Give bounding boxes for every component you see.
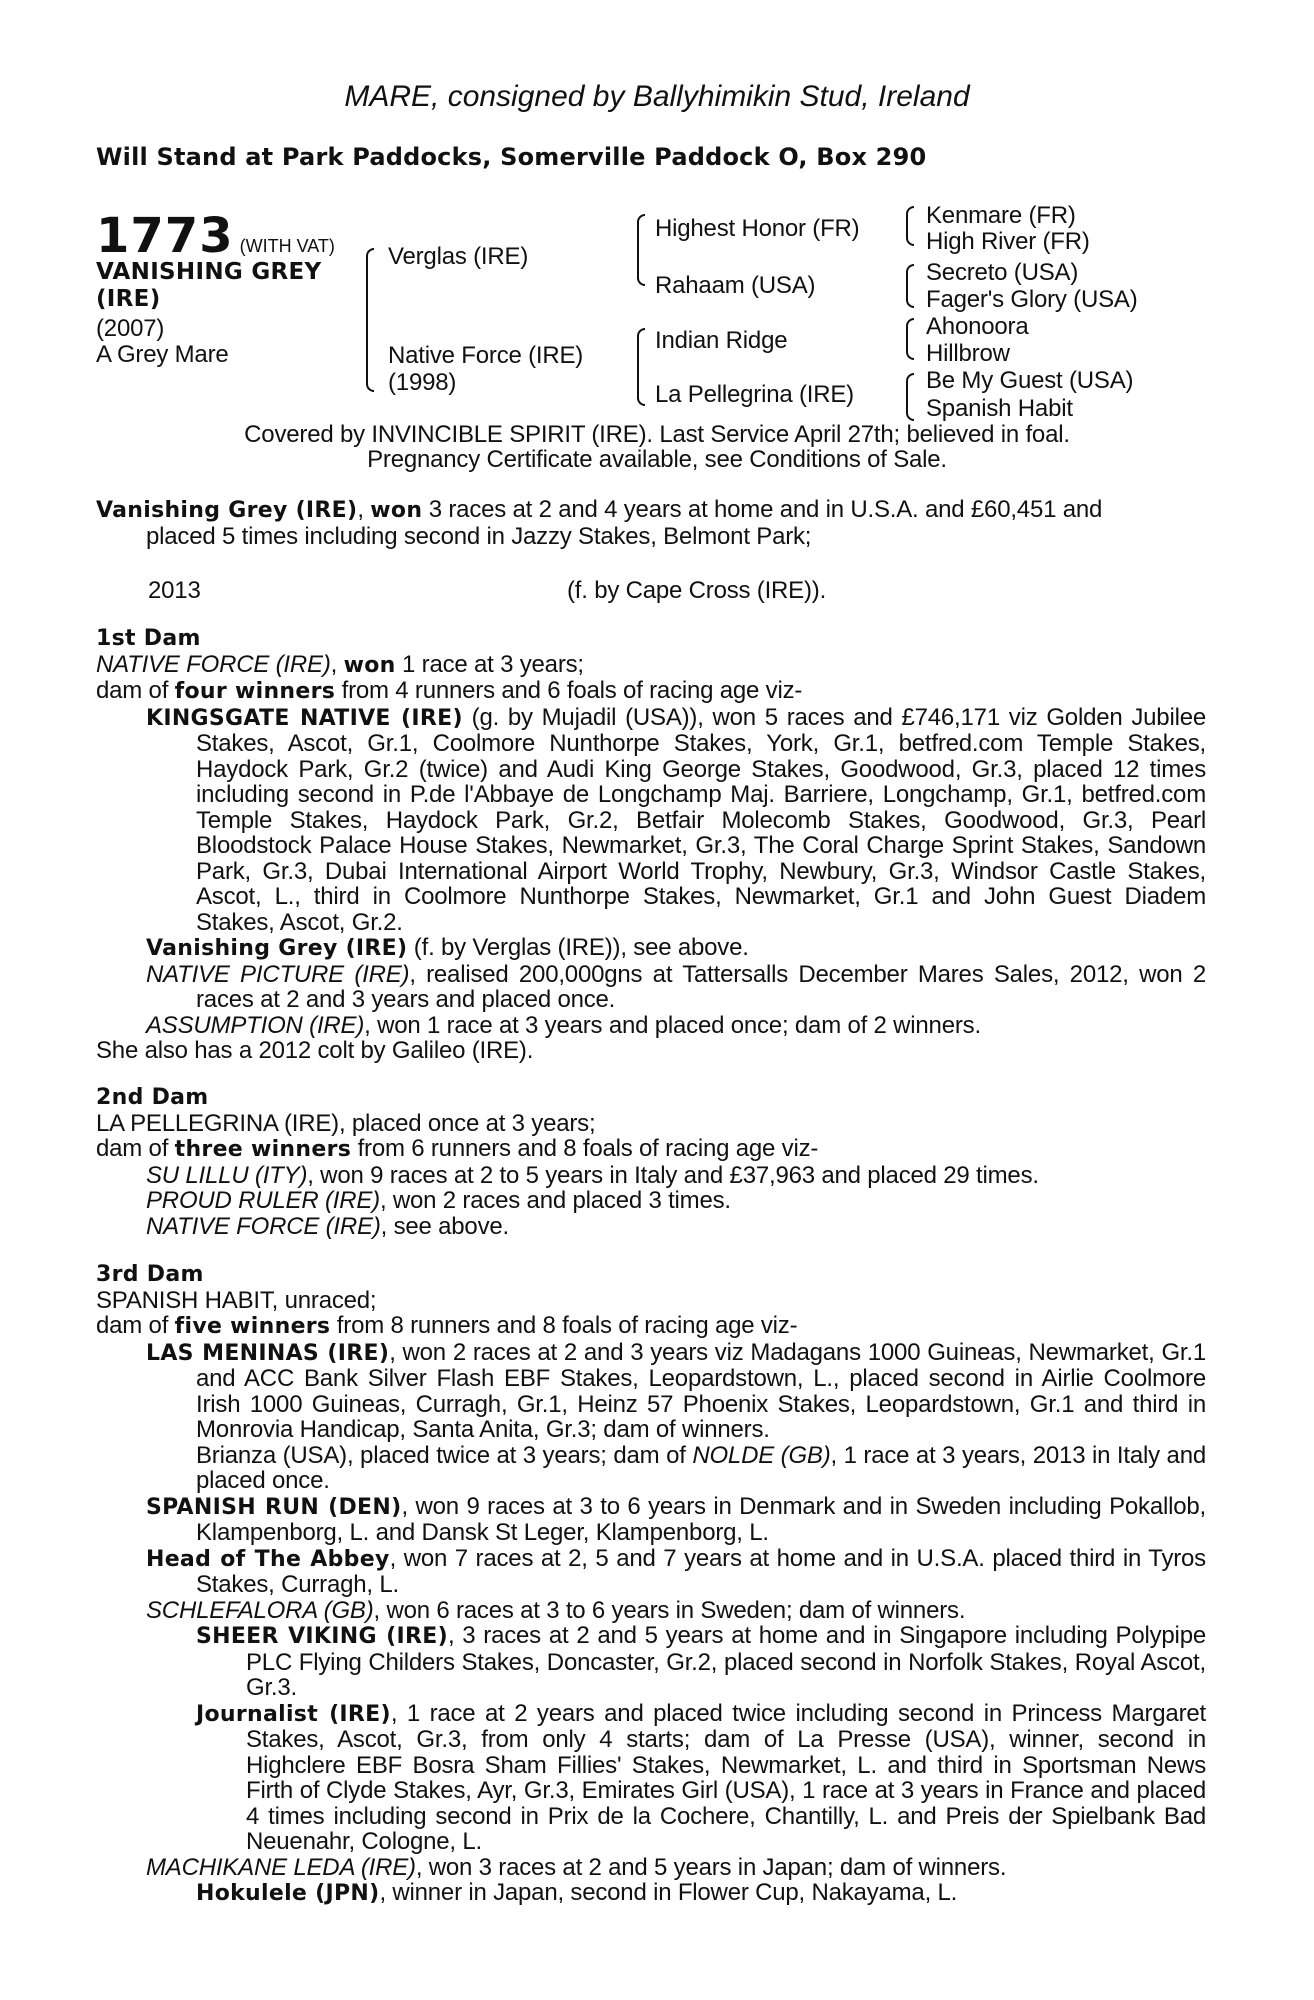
runners-foals: from 6 runners and 8 foals of racing age viz- <box>351 1135 819 1162</box>
las-meninas-text: , won 2 races at 2 and 3 years viz Madagans 1000 Guineas, Newmarket, Gr.1 and ACC Bank Silver Flash EBF Stakes, Leopardstown, L., placed second in Airlie Coolmore Irish 1000 Guineas, Curragh, Gr.1, Heinz 57 Phoenix Stakes, Leopardstown, Gr.1 and third in Monrovia Handicap, Santa Anita, Gr.3; dam of winners. <box>196 1338 1206 1443</box>
su-lillu-text: , won 9 races at 2 to 5 years in Italy and £37,963 and placed 29 times. <box>307 1161 1039 1189</box>
journalist-name: Journalist (IRE) <box>196 1701 391 1727</box>
first-dam-name: NATIVE FORCE (IRE) <box>96 650 331 678</box>
produce-desc: (f. by Cape Cross (IRE)). <box>567 577 827 604</box>
pedigree-ds: Indian Ridge <box>655 327 788 354</box>
picture-text: , realised 200,000gns at Tattersalls December Mares Sales, 2012, won 2 races at 2 and 3 years and placed once. <box>196 960 1206 1013</box>
schlefalora-text: , won 6 races at 3 to 6 years in Sweden; dam of winners. <box>373 1596 966 1624</box>
sheer-viking-text: , 3 races at 2 and 5 years at home and in Singapore including Polypipe PLC Flying Childers Stakes, Doncaster, Gr.2, placed second in Norfolk Stakes, Royal Ascot, Gr.3. <box>246 1622 1206 1701</box>
native-force-name: NATIVE FORCE (IRE) <box>146 1212 381 1240</box>
pedigree-dd: La Pellegrina (IRE) <box>655 381 854 408</box>
first-dam-section: 1st Dam NATIVE FORCE (IRE), won 1 race at 3 years; dam of four winners from 4 runners and 6 foals of racing age viz- KINGSGATE NATIVE (IRE) (g. by Mujadil (USA)), won 5 races and £746,171 viz Golden Jubilee Stakes, Ascot, Gr.1, Coolmore Nunthorpe Stakes, York, Gr.1, betfred.com Temple Stakes, Haydock Park, Gr.2 (twice) and Audi King George Stakes, Goodwood, Gr.3, placed 12 times including second in P.de l'Abbaye de Longchamp Maj. Barriere, Longchamp, Gr.1, betfred.com Temple Stakes, Haydock Park, Gr.2, Betfair Molecomb Stakes, Goodwood, Gr.3, Pearl Bloodstock Palace House Stakes, Newmarket, Gr.3, The Coral Charge Sprint Stakes, Sandown Park, Gr.3, Dubai International Airport World Trophy, Newbury, Gr.3, Windsor Castle Stakes, Ascot, L., third in Coolmore Nunthorpe Stakes, Newmarket, Gr.1 and John Guest Diadem Stakes, Ascot, Gr.2. Vanishing Grey (IRE) (f. by Verglas (IRE)), see above. NATIVE PICTURE (IRE), realised 200,000gns at Tattersalls December Mares Sales, 2012, won 2 races at 2 and 3 years and placed once. ASSUMPTION (IRE), won 1 race at 3 years and placed once; dam of 2 winners. She also has a 2012 colt by Galileo (IRE). <box>96 626 1206 1064</box>
pedigree-sds: Secreto (USA) <box>926 259 1079 286</box>
nolde-name: NOLDE (GB) <box>692 1441 831 1469</box>
dam-of-label: dam of <box>96 1312 175 1339</box>
dam-of-label: dam of <box>96 677 175 704</box>
proud-ruler-name: PROUD RULER (IRE) <box>146 1187 380 1214</box>
vat-label: (WITH VAT) <box>239 236 335 256</box>
also-line: She also has a 2012 colt by Galileo (IRE). <box>96 1037 534 1064</box>
brianza-record: , 1 race at 3 years, 2013 in Italy and placed once. <box>196 1441 1206 1494</box>
las-meninas-name: LAS MENINAS (IRE) <box>146 1340 390 1366</box>
brianza-text: Brianza (USA), placed twice at 3 years; dam of <box>196 1441 693 1469</box>
horse-country: (IRE) <box>96 286 161 312</box>
summary-won: won <box>370 498 423 523</box>
lot-number-value: 1773 <box>96 208 234 264</box>
winners-count: three winners <box>174 1137 352 1162</box>
pedigree-dds: Be My Guest (USA) <box>926 367 1134 394</box>
stand-line: Will Stand at Park Paddocks, Somerville Paddock O, Box 290 <box>96 143 927 171</box>
spanish-run-name: SPANISH RUN (DEN) <box>146 1494 402 1520</box>
winners-count: five winners <box>174 1314 331 1339</box>
summary-name: Vanishing Grey (IRE) <box>96 498 358 523</box>
pedigree-dsd: Hillbrow <box>926 340 1010 367</box>
summary-record: 3 races at 2 and 4 years at home and in U.S.A. and £60,451 and <box>422 496 1103 523</box>
vanishing-text: (f. by Verglas (IRE)), see above. <box>407 934 749 961</box>
pedigree-sd: Rahaam (USA) <box>655 272 816 299</box>
dam-of-label: dam of <box>96 1135 175 1162</box>
runners-foals: from 8 runners and 8 foals of racing age viz- <box>330 1312 798 1339</box>
head-of-abbey-name: Head of The Abbey <box>146 1546 390 1572</box>
vanishing-name: Vanishing Grey (IRE) <box>146 936 408 961</box>
pedigree-dam-year: (1998) <box>388 369 457 396</box>
machikane-leda-text: , won 3 races at 2 and 5 years in Japan; dam of winners. <box>415 1853 1007 1881</box>
pedigree-sdd: Fager's Glory (USA) <box>926 286 1138 313</box>
second-dam-heading: 2nd Dam <box>96 1085 209 1110</box>
horse-year: (2007) <box>96 315 165 342</box>
kingsgate-name: KINGSGATE NATIVE (IRE) <box>146 705 463 731</box>
assumption-text: , won 1 race at 3 years and placed once; dam of 2 winners. <box>364 1011 981 1039</box>
horse-name: VANISHING GREY <box>96 259 322 285</box>
covered-line: Covered by INVINCIBLE SPIRIT (IRE). Last Service April 27th; believed in foal. <box>244 421 1070 448</box>
hokulele-name: Hokulele (JPN) <box>196 1881 380 1906</box>
first-dam-heading: 1st Dam <box>96 626 201 651</box>
kingsgate-text: (g. by Mujadil (USA)), won 5 races and £746,171 viz Golden Jubilee Stakes, Ascot, Gr.1, Coolmore Nunthorpe Stakes, York, Gr.1, betfred.com Temple Stakes, Haydock Park, Gr.2 (twice) and Audi King George Stakes, Goodwood, Gr.3, placed 12 times including second in P.de l'Abbaye de Longchamp Maj. Barriere, Longchamp, Gr.1, betfred.com Temple Stakes, Haydock Park, Gr.2, Betfair Molecomb Stakes, Goodwood, Gr.3, Pearl Bloodstock Palace House Stakes, Newmarket, Gr.3, The Coral Charge Sprint Stakes, Sandown Park, Gr.3, Dubai International Airport World Trophy, Newbury, Gr.3, Windsor Castle Stakes, Ascot, L., third in Coolmore Nunthorpe Stakes, Newmarket, Gr.1 and John Guest Diadem Stakes, Ascot, Gr.2. <box>196 703 1206 936</box>
schlefalora-name: SCHLEFALORA (GB) <box>146 1596 374 1624</box>
pedigree-sss: Kenmare (FR) <box>926 202 1076 229</box>
first-dam-record: 1 race at 3 years; <box>395 650 584 678</box>
summary-section: Vanishing Grey (IRE), won 3 races at 2 and 4 years at home and in U.S.A. and £60,451 and placed 5 times including second in Jazzy Stakes, Belmont Park; <box>96 497 1206 549</box>
lot-number <box>96 208 335 264</box>
su-lillu-name: SU LILLU (ITY) <box>146 1161 308 1189</box>
head-of-abbey-text: , won 7 races at 2, 5 and 7 years at home and in U.S.A. placed third in Tyros Stakes, Curragh, L. <box>196 1544 1206 1598</box>
pedigree-dss: Ahonoora <box>926 313 1029 340</box>
third-dam-line: SPANISH HABIT, unraced; <box>96 1286 377 1314</box>
pedigree-dam: Native Force (IRE) <box>388 342 584 369</box>
consignor-line: MARE, consigned by Ballyhimikin Stud, Ireland <box>344 80 970 113</box>
horse-description: A Grey Mare <box>96 341 229 368</box>
proud-ruler-text: , won 2 races and placed 3 times. <box>379 1187 731 1214</box>
third-dam-section <box>96 1262 1206 1907</box>
pedigree-sire: Verglas (IRE) <box>388 243 529 270</box>
third-dam-heading: 3rd Dam <box>96 1262 204 1287</box>
sheer-viking-name: SHEER VIKING (IRE) <box>196 1624 448 1649</box>
machikane-leda-name: MACHIKANE LEDA (IRE) <box>146 1853 416 1881</box>
pregnancy-line: Pregnancy Certificate available, see Conditions of Sale. <box>367 446 947 473</box>
native-force-text: , see above. <box>380 1212 509 1240</box>
summary-placed: placed 5 times including second in Jazzy Stakes, Belmont Park; <box>146 522 812 550</box>
first-dam-won: won <box>343 652 396 678</box>
second-dam-section <box>96 1085 1206 1239</box>
runners-foals: from 4 runners and 6 foals of racing age viz- <box>335 677 803 704</box>
assumption-name: ASSUMPTION (IRE) <box>146 1011 365 1039</box>
produce-year: 2013 <box>148 577 201 604</box>
second-dam-line: LA PELLEGRINA (IRE), placed once at 3 years; <box>96 1109 596 1137</box>
hokulele-text: , winner in Japan, second in Flower Cup, Nakayama, L. <box>379 1879 958 1906</box>
picture-name: NATIVE PICTURE (IRE) <box>146 960 410 988</box>
pedigree-ss: Highest Honor (FR) <box>655 215 860 242</box>
pedigree-ddd: Spanish Habit <box>926 395 1073 422</box>
spanish-run-text: , won 9 races at 3 to 6 years in Denmark and in Sweden including Pokallob, Klampenborg, L. and Dansk St Leger, Klampenborg, L. <box>196 1492 1207 1546</box>
journalist-text: , 1 race at 2 years and placed twice including second in Princess Margaret Stakes, Ascot, Gr.3, from only 4 starts; dam of La Presse (USA), winner, second in Highclere EBF Bosra Sham Fillies' Stakes, Newmarket, L. and third in Sportsman News Firth of Clyde Stakes, Ayr, Gr.3, Emirates Girl (USA), 1 race at 3 years in France and placed 4 times including second in Prix de la Cochere, Chantilly, L. and Preis der Spielbank Bad Neuenahr, Cologne, L. <box>246 1699 1206 1855</box>
pedigree-ssd: High River (FR) <box>926 228 1090 255</box>
winners-count: four winners <box>174 679 336 704</box>
